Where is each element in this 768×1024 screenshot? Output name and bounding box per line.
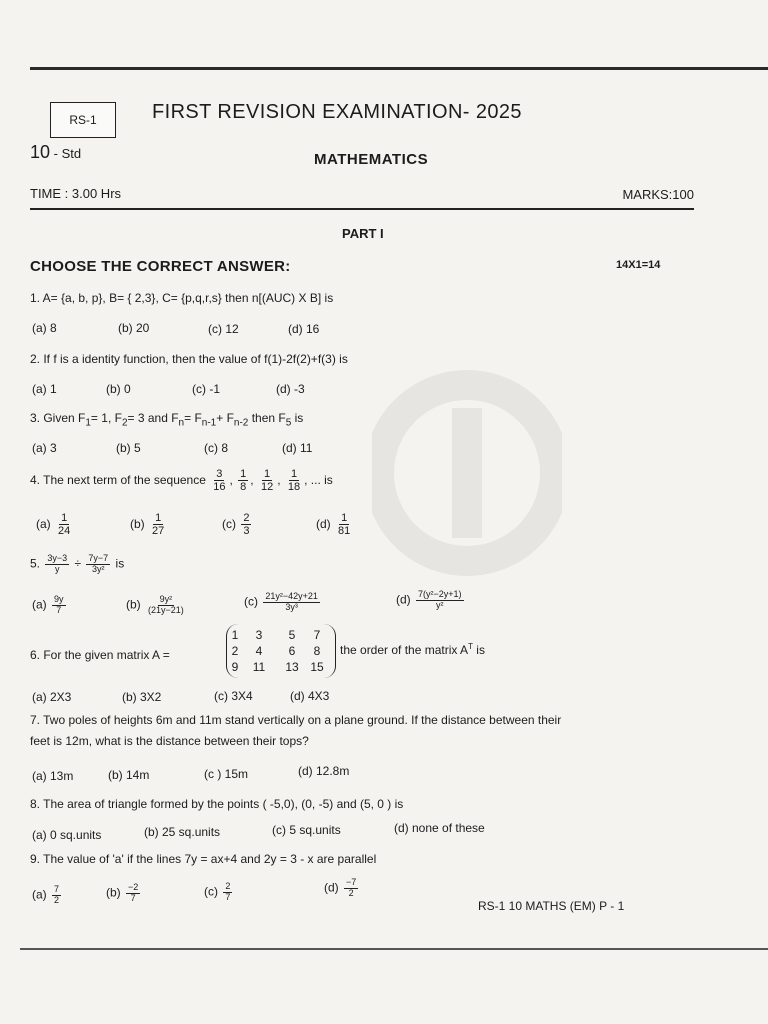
- paper-code-box: [50, 102, 116, 138]
- q9-option-c: (c) $\frac{2}{7}$: [204, 881, 231, 902]
- q5-fraction-1: $\frac{3y-3}{y}$: [47, 553, 68, 574]
- q2-option-d: (d) -3: [276, 382, 305, 396]
- q7-option-a: (a) 13m: [32, 769, 74, 783]
- matrix-a: [226, 624, 336, 678]
- q3-option-b: (b) 5: [116, 441, 141, 455]
- part-heading: PART I: [342, 226, 384, 241]
- q3-option-c: (c) 8: [204, 441, 228, 455]
- question-7-line-1: 7. Two poles of heights 6m and 11m stand vertically on a plane ground. If the distance between their: [30, 713, 562, 727]
- q8-option-b: (b) 25 sq.units: [144, 825, 221, 839]
- matrix-cell: 1: [231, 628, 239, 642]
- paper-code: RS-1: [69, 113, 97, 127]
- q4-option-c: (c) $\frac{2}{3}$: [222, 512, 250, 538]
- q4-term-4: $\frac{1}{18}$: [287, 468, 301, 494]
- watermark-logo: [372, 348, 562, 598]
- q9-option-b: (b) $\frac{-2}{7}$: [106, 882, 139, 903]
- matrix-cell: 5: [288, 628, 296, 642]
- q5-option-c: (c) $\frac{\text{21y²−42y+21}}{\text{3y³}}$: [244, 591, 318, 612]
- q4-option-a: (a) $\frac{1}{24}$: [36, 512, 71, 538]
- page-footer: RS-1 10 MATHS (EM) P - 1: [478, 899, 625, 913]
- q1-option-b: (b) 20: [118, 321, 150, 335]
- page-top-edge: [30, 67, 768, 70]
- q7-option-d: (d) 12.8m: [298, 764, 350, 778]
- question-9: 9. The value of 'a' if the lines 7y = ax+4 and 2y = 3 - x are parallel: [30, 852, 377, 866]
- q4-option-b: (b) $\frac{1}{27}$: [130, 512, 165, 538]
- question-7-line-2: feet is 12m, what is the distance between their tops?: [30, 734, 309, 748]
- q5-option-b: (b) $\frac{\text{9y²}}{(21y-21)}$: [126, 594, 184, 615]
- matrix-cell: 2: [231, 644, 239, 658]
- q9-option-a: (a) $\frac{7}{2}$: [32, 884, 60, 905]
- q6-option-d: (d) 4X3: [290, 689, 330, 703]
- question-8: 8. The area of triangle formed by the points ( -5,0), (0, -5) and (5, 0 ) is: [30, 797, 404, 811]
- q8-option-d: (d) none of these: [394, 821, 485, 835]
- q5-fraction-2: $\frac{7y-7}{\text{3y²}}$: [88, 553, 109, 574]
- q4-term-2: $\frac{1}{8}$: [240, 468, 247, 494]
- subject-title: MATHEMATICS: [314, 151, 429, 168]
- q1-option-d: (d) 16: [288, 322, 320, 336]
- q6-suffix: the order of the matrix $A^T$ is: [340, 642, 485, 657]
- matrix-cell: 4: [255, 644, 263, 658]
- q1-option-a: (a) 8: [32, 321, 57, 335]
- exam-title: FIRST REVISION EXAMINATION- 2025: [152, 101, 522, 123]
- time-label: TIME : 3.00 Hrs: [30, 186, 122, 201]
- q3-option-d: (d) 11: [282, 441, 313, 455]
- score-label: 14X1=14: [616, 259, 661, 271]
- q5-option-a: (a) $\frac{9y}{7}$: [32, 594, 64, 615]
- standard-number: 10: [30, 142, 51, 162]
- standard-label: [30, 142, 81, 163]
- matrix-cell: 13: [285, 660, 299, 674]
- question-2: 2. If f is a identity function, then the value of f(1)-2f(2)+f(3) is: [30, 352, 348, 366]
- q9-option-d: (d) $\frac{-7}{2}$: [324, 877, 357, 898]
- question-5: 5. $\frac{3y-3}{y}$ ÷ $\frac{7y-7}{\text{3y²}}$ is: [30, 553, 125, 574]
- q3-option-a: (a) 3: [32, 441, 57, 455]
- q2-option-a: (a) 1: [32, 382, 57, 396]
- q6-option-a: (a) 2X3: [32, 690, 72, 704]
- q4-term-3: $\frac{1}{12}$: [260, 468, 274, 494]
- q4-suffix: , ... is: [304, 472, 333, 487]
- page-bottom-edge: [20, 948, 768, 950]
- q4-option-d: (d) $\frac{1}{81}$: [316, 512, 351, 538]
- q4-stem: 4. The next term of the sequence: [30, 472, 206, 487]
- q5-option-d: (d) $\frac{\text{7(y²−2y+1)}}{\text{y²}}$: [396, 589, 462, 610]
- matrix-cell: 9: [231, 660, 239, 674]
- question-3: 3. Given $F_1= 1$, $F_2= 3$ and $F_n= F_{n-1}+ F_{n-2}$ then $F_5$ is: [30, 411, 304, 429]
- q6-option-b: (b) 3X2: [122, 690, 162, 704]
- q2-option-b: (b) 0: [106, 382, 131, 396]
- matrix-cell: 8: [313, 644, 321, 658]
- header-divider: [30, 208, 694, 210]
- question-4: 4. The next term of the sequence $\frac{3}{16}$ , $\frac{1}{8}$ , $\frac{1}{12}$ , $\frac{1}{18}$ , ... is: [30, 468, 333, 494]
- matrix-cell: 3: [255, 628, 263, 642]
- matrix-cell: 6: [288, 644, 296, 658]
- question-6: 6. For the given matrix A =: [30, 648, 170, 662]
- matrix-cell: 11: [252, 660, 266, 674]
- question-1: 1. A= {a, b, p}, B= { 2,3}, C= {p,q,r,s} then n[(AUC) X B] is: [30, 291, 334, 305]
- q7-option-b: (b) 14m: [108, 768, 150, 782]
- q2-option-c: (c) -1: [192, 382, 220, 396]
- q8-option-c: (c) 5 sq.units: [272, 823, 341, 837]
- q7-option-c: (c ) 15m: [204, 767, 249, 781]
- matrix-cell: 7: [313, 628, 321, 642]
- marks-label: MARKS:100: [622, 187, 694, 202]
- q1-option-c: (c) 12: [208, 322, 239, 336]
- standard-suffix: - Std: [53, 146, 82, 161]
- instruction-heading: CHOOSE THE CORRECT ANSWER:: [30, 258, 291, 275]
- matrix-cell: 15: [310, 660, 324, 674]
- q8-option-a: (a) 0 sq.units: [32, 828, 102, 842]
- q4-term-1: $\frac{3}{16}$: [213, 468, 226, 494]
- q6-option-c: (c) 3X4: [214, 689, 253, 703]
